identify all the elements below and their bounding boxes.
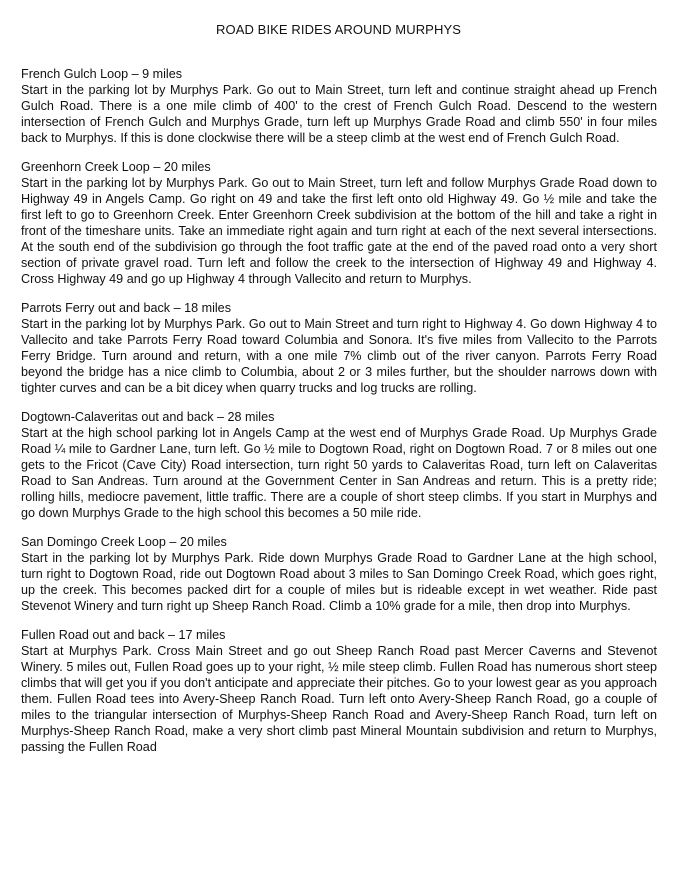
document-title: ROAD BIKE RIDES AROUND MURPHYS xyxy=(216,22,461,37)
ride-description: Start in the parking lot by Murphys Park. Ride down Murphys Grade Road to Gardner Lane at the high school, turn right to Dogtown Road, ride out Dogtown Road about 3 miles to San Domingo Creek Road, which goes right, up the creek. This becomes packed dirt for a couple of miles but is rideable except in wet weather. Ride past Stevenot Winery and turn right up Sheep Ranch Road. Climb a 10% grade for a mile, then drop into Murphys. xyxy=(21,551,657,613)
ride-heading: Dogtown-Calaveritas out and back – 28 miles xyxy=(21,410,275,424)
ride-description: Start at the high school parking lot in Angels Camp at the west end of Murphys Grade Road. Up Murphys Grade Road ¼ mile to Gardner Lane, turn left. Go ½ mile to Dogtown Road, right on Dogtown Road. 7 or 8 miles out one gets to the Fricot (Cave City) Road intersection, turn right 50 yards to Calaveritas Road, turn left on Calaveritas Road to San Andreas. Turn around at the Government Center in San Andreas and return. This is a pretty ride; rolling hills, mediocre pavement, little traffic. There are a couple of short steep climbs. If you start in Murphys and go down Murphys Grade to the high school this becomes a 50 mile ride. xyxy=(21,426,657,520)
ride-heading: Fullen Road out and back – 17 miles xyxy=(21,628,226,642)
ride-heading: San Domingo Creek Loop – 20 miles xyxy=(21,535,227,549)
rides-list xyxy=(21,66,657,768)
ride-greenhorn-creek-loop xyxy=(21,159,657,287)
ride-french-gulch-loop xyxy=(21,66,657,146)
ride-description: Start in the parking lot by Murphys Park. Go out to Main Street, turn left and continue straight ahead up French Gulch Road. There is a one mile climb of 400' to the crest of French Gulch Road. Descend to the western intersection of French Gulch and Murphys Grade, turn left up Murphys Grade Road and climb 550' in four miles back to Murphys. If this is done clockwise there will be a steep climb at the west end of French Gulch Road. xyxy=(21,83,657,145)
ride-description: Start at Murphys Park. Cross Main Street and go out Sheep Ranch Road past Mercer Caverns and Stevenot Winery. 5 miles out, Fullen Road goes up to your right, ½ mile steep climb. Fullen Road has numerous short steep climbs that will get you if you don't anticipate and appreciate their pitches. Go to your lowest gear as you approach them. Fullen Road tees into Avery-Sheep Ranch Road. Turn left onto Avery-Sheep Ranch Road, go a couple of miles to the triangular intersection of Murphys-Sheep Ranch Road and Avery-Sheep Ranch Road, turn left on Murphys-Sheep Ranch Road, make a very short climb past Mineral Mountain subdivision and return to Murphys, passing the Fullen Road xyxy=(21,644,657,754)
ride-heading: French Gulch Loop – 9 miles xyxy=(21,67,183,81)
ride-heading: Parrots Ferry out and back – 18 miles xyxy=(21,301,231,315)
ride-heading: Greenhorn Creek Loop – 20 miles xyxy=(21,160,211,174)
ride-san-domingo-creek-loop xyxy=(21,534,657,614)
ride-fullen-road xyxy=(21,627,657,755)
ride-description: Start in the parking lot by Murphys Park. Go out to Main Street, turn left and follow Murphys Grade Road down to Highway 49 in Angels Camp. Go right on 49 and take the first left onto old Highway 49. Go ½ mile and take the first left to go to Greenhorn Creek. Enter Greenhorn Creek subdivision at the bottom of the hill and take a right in front of the timeshare units. Take an immediate right again and turn right at each of the next several intersections. At the south end of the subdivision go through the foot traffic gate at the end of the paved road onto a very short section of private gravel road. Turn left and follow the creek to the intersection of Highway 49 and Highway 4. Cross Highway 49 and go up Highway 4 through Vallecito and return to Murphys. xyxy=(21,176,657,286)
ride-parrots-ferry xyxy=(21,300,657,396)
ride-dogtown-calaveritas xyxy=(21,409,657,521)
ride-description: Start in the parking lot by Murphys Park. Go out to Main Street and turn right to Highway 4. Go down Highway 4 to Vallecito and take Parrots Ferry Road toward Columbia and Sonora. It's five miles from Vallecito to the Parrots Ferry Bridge. Turn around and return, with a one mile 7% climb out of the river canyon. Parrots Ferry Road beyond the bridge has a nice climb to Columbia, about 2 or 3 miles further, but the shoulder narrows down with tighter curves and can be a bit dicey when quarry trucks and log trucks are rolling. xyxy=(21,317,657,395)
